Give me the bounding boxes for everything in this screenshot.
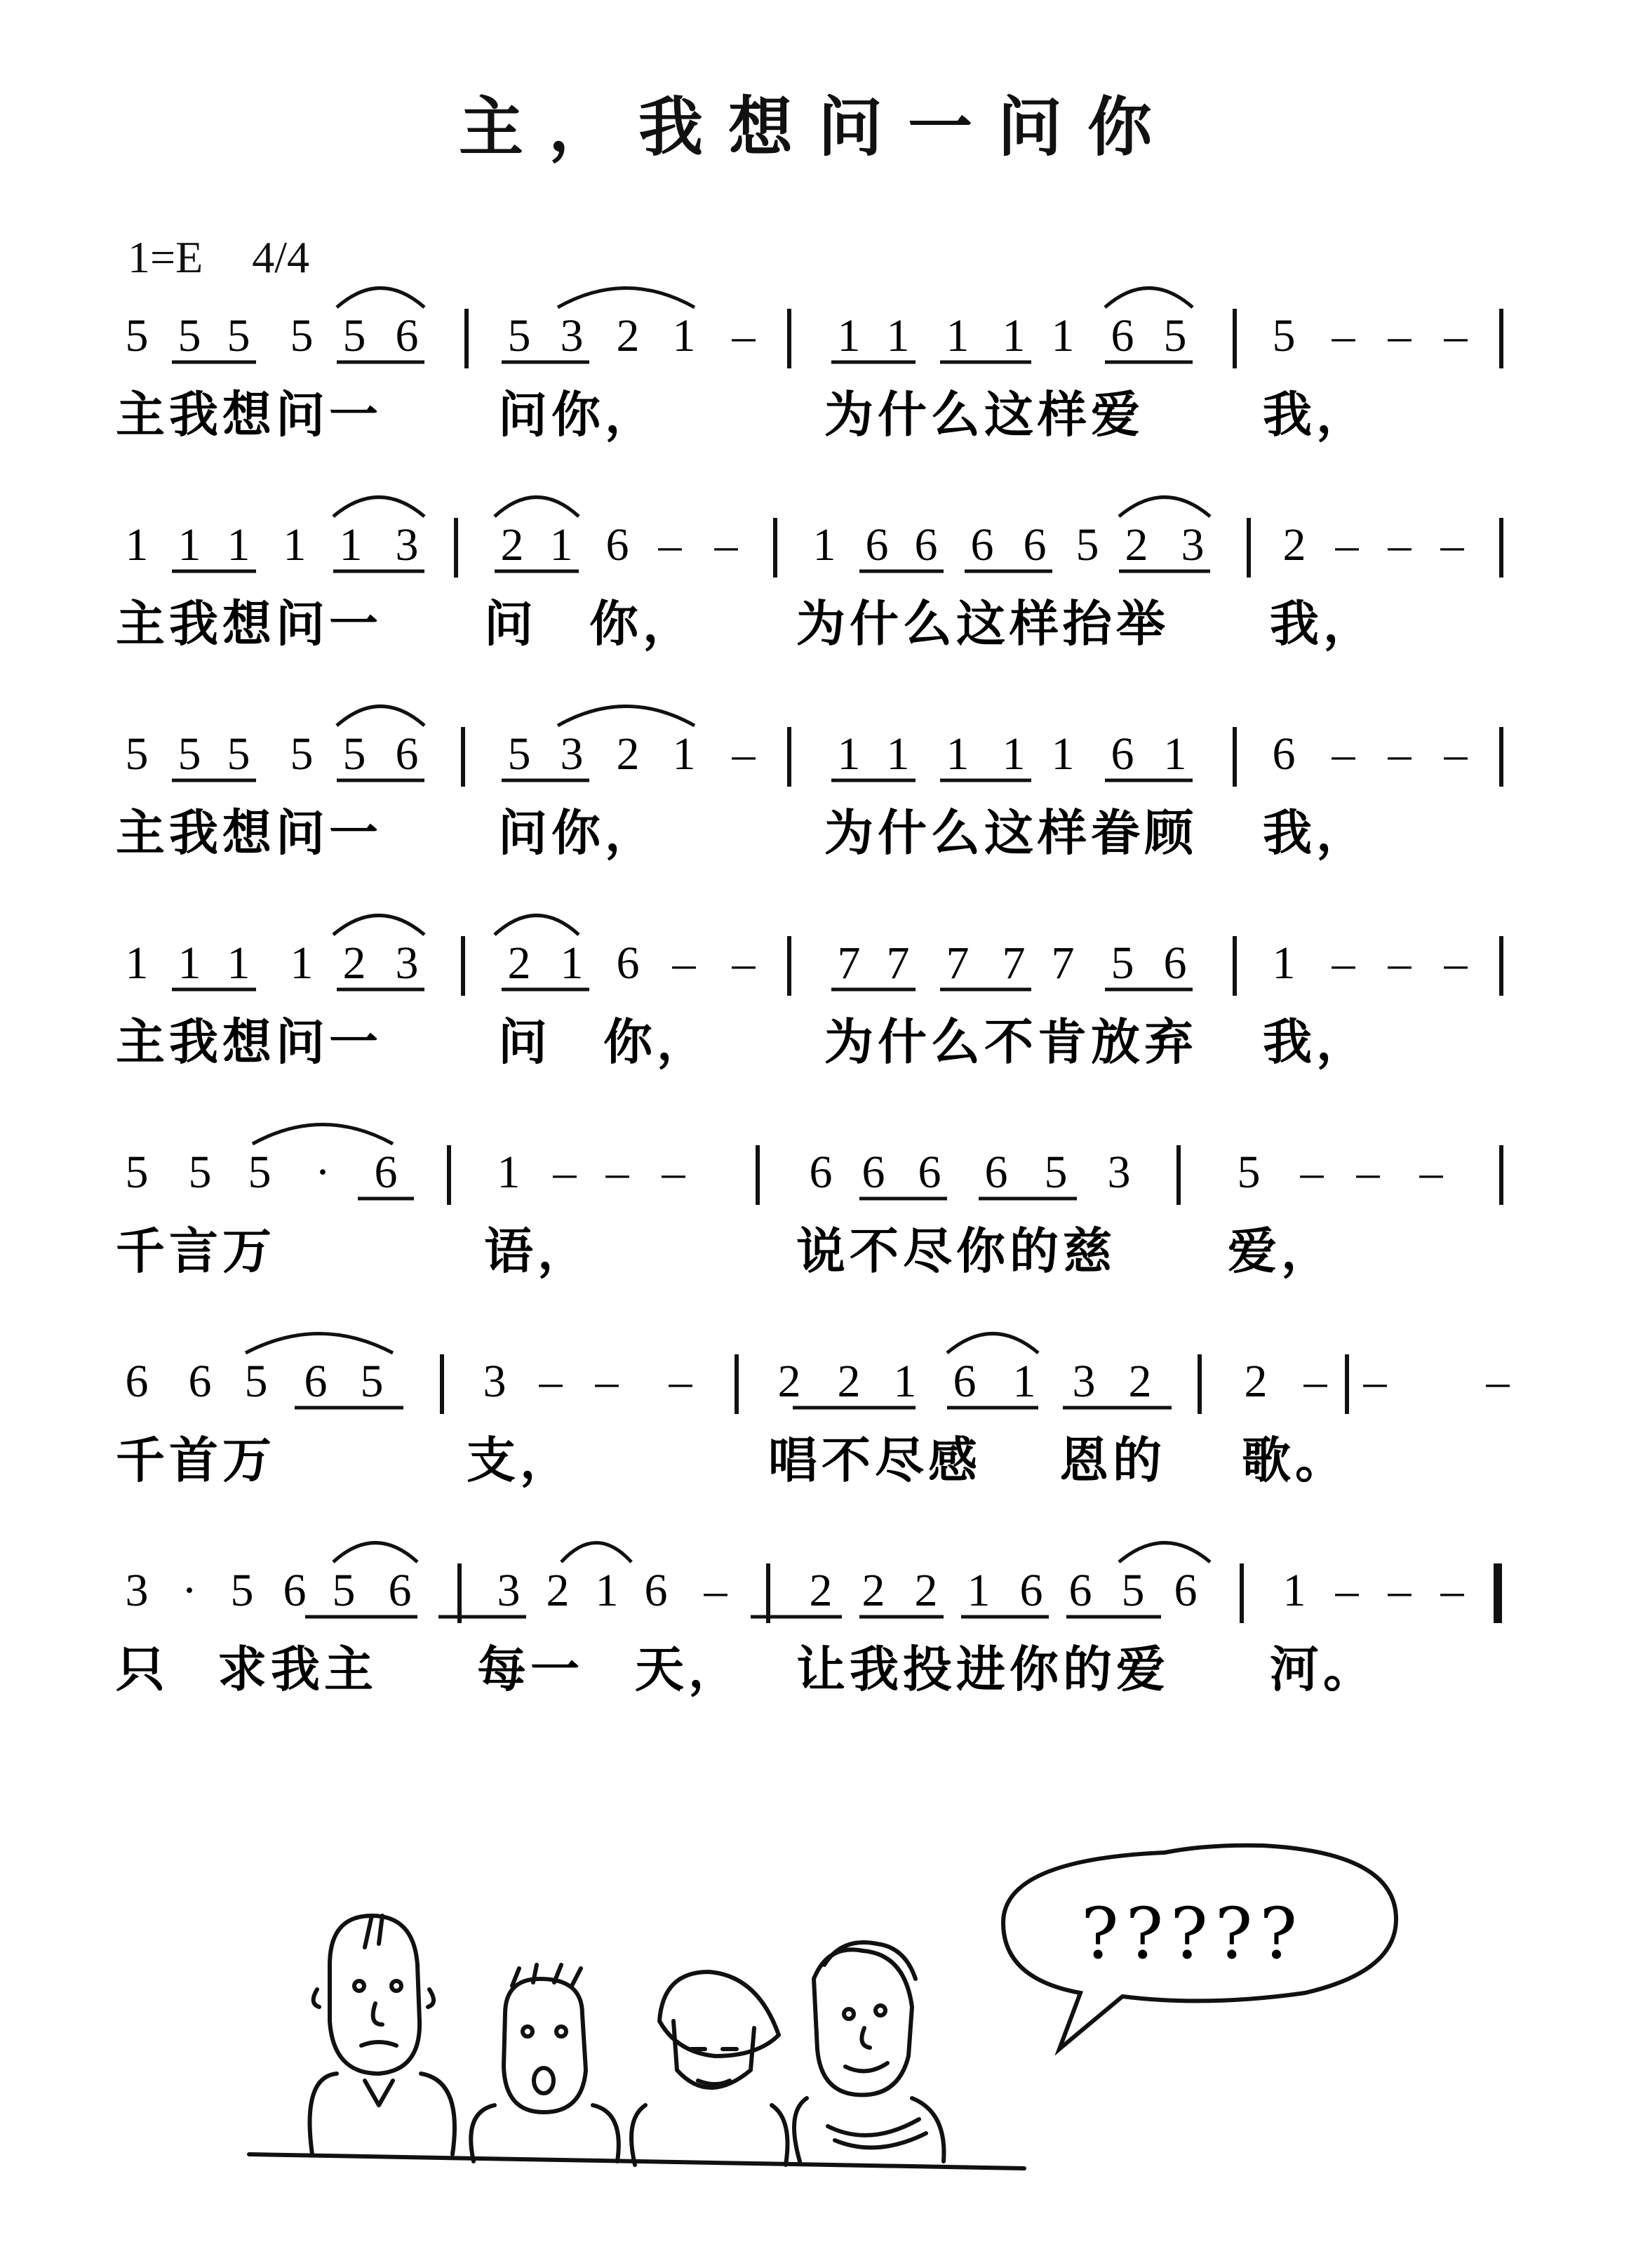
note: 1 xyxy=(1002,728,1026,780)
lyric: 主我想问一 xyxy=(116,804,382,862)
note: 1 xyxy=(893,1356,917,1407)
note: 1 xyxy=(1282,1565,1306,1616)
note: – xyxy=(1332,938,1355,989)
note: 6 xyxy=(914,519,938,571)
note: 5 xyxy=(1237,1147,1261,1198)
note: 2 xyxy=(616,728,640,780)
note: 5 xyxy=(360,1356,384,1407)
note: 1 xyxy=(886,310,910,361)
note: 5 xyxy=(290,310,314,361)
note: 6 xyxy=(865,519,889,571)
note: 2 xyxy=(1244,1356,1268,1407)
note: – xyxy=(1363,1356,1387,1407)
slur xyxy=(1105,288,1193,308)
note: 5 xyxy=(125,1147,149,1198)
note: 1 xyxy=(1163,728,1187,780)
cartoon-people-illustration xyxy=(249,1916,1024,2168)
note: 7 xyxy=(837,938,861,989)
note: 7 xyxy=(946,938,970,989)
note: 5 xyxy=(1044,1147,1068,1198)
note: 6 xyxy=(1272,728,1296,780)
note: 2 xyxy=(500,519,524,571)
note: 1 xyxy=(837,728,861,780)
speech-bubble-text: ????? xyxy=(1080,1893,1305,1975)
note: 5 xyxy=(244,1356,268,1407)
note: 1 xyxy=(283,519,307,571)
note: 1 xyxy=(946,728,970,780)
note: 2 xyxy=(809,1565,833,1616)
note: 2 xyxy=(861,1565,885,1616)
note: 5 xyxy=(507,310,531,361)
lyric: 天， xyxy=(635,1641,742,1698)
note: 6 xyxy=(395,728,419,780)
note: – xyxy=(1356,1147,1380,1198)
note: – xyxy=(1332,728,1355,780)
note: 7 xyxy=(886,938,910,989)
slur xyxy=(1119,1543,1210,1563)
note: 1 xyxy=(1002,310,1026,361)
note: 6 xyxy=(1111,310,1134,361)
note: 3 xyxy=(1072,1356,1096,1407)
note: – xyxy=(732,938,756,989)
lyric: 为什么这样抬举 xyxy=(796,595,1169,653)
note: 6 xyxy=(605,519,629,571)
slur xyxy=(495,916,579,935)
note: – xyxy=(1335,1565,1359,1616)
slur xyxy=(495,498,579,517)
note: 6 xyxy=(1111,728,1134,780)
lyric: 河。 xyxy=(1270,1641,1376,1698)
note: – xyxy=(1388,519,1412,571)
note: 1 xyxy=(177,938,201,989)
lyric: 问你， xyxy=(498,386,658,443)
note: 1 xyxy=(1272,938,1296,989)
note: 3 xyxy=(1107,1147,1131,1198)
lyric: 千言万 xyxy=(116,1222,276,1280)
note: 5 xyxy=(177,728,201,780)
note: 2 xyxy=(342,938,366,989)
note: – xyxy=(1332,310,1355,361)
lyric: 支， xyxy=(467,1432,573,1489)
note: – xyxy=(669,1356,692,1407)
note: – xyxy=(605,1147,629,1198)
slur xyxy=(947,1334,1038,1354)
note: 2 xyxy=(914,1565,938,1616)
lyric: 我， xyxy=(1270,595,1376,653)
note: 1 xyxy=(672,728,696,780)
note: 2 xyxy=(1125,519,1148,571)
lyric: 你， xyxy=(589,595,696,653)
note: 6 xyxy=(1019,1565,1043,1616)
note: – xyxy=(1419,1147,1443,1198)
note: 7 xyxy=(1051,938,1075,989)
note: 6 xyxy=(984,1147,1008,1198)
note: 1 xyxy=(227,938,250,989)
note: 5 xyxy=(342,310,366,361)
note: 2 xyxy=(777,1356,801,1407)
note: 2 xyxy=(616,310,640,361)
note: – xyxy=(1388,1565,1412,1616)
note: – xyxy=(1444,728,1468,780)
note: – xyxy=(1388,938,1412,989)
note: 1 xyxy=(125,938,149,989)
note: – xyxy=(1444,938,1468,989)
note: – xyxy=(672,938,696,989)
note: 3 xyxy=(497,1565,521,1616)
note: 2 xyxy=(1128,1356,1152,1407)
note: – xyxy=(1440,519,1464,571)
note: 6 xyxy=(374,1147,398,1198)
note: 5 xyxy=(230,1565,254,1616)
lyric: 歌。 xyxy=(1242,1432,1348,1489)
note: 5 xyxy=(1075,519,1099,571)
key-label: 1=E xyxy=(128,232,203,282)
lyric: 问 xyxy=(498,1013,551,1071)
note: 1 xyxy=(595,1565,619,1616)
note: – xyxy=(1388,310,1412,361)
note: 1 xyxy=(1051,728,1075,780)
lyric: 为什么这样爱 xyxy=(824,386,1144,443)
lyric: 语， xyxy=(484,1222,591,1280)
note: 1 xyxy=(339,519,363,571)
lyric: 唱不尽感 xyxy=(768,1432,981,1489)
note: 5 xyxy=(248,1147,271,1198)
note: 3 xyxy=(483,1356,507,1407)
note: 5 xyxy=(227,728,250,780)
slur xyxy=(333,498,424,517)
note: – xyxy=(1444,310,1468,361)
note: 6 xyxy=(809,1147,833,1198)
lyric: 恩的 xyxy=(1059,1432,1166,1489)
note: 6 xyxy=(918,1147,941,1198)
note: 6 xyxy=(1023,519,1047,571)
note: 3 xyxy=(560,728,584,780)
note: 6 xyxy=(395,310,419,361)
note: 6 xyxy=(970,519,994,571)
lyric: 我， xyxy=(1263,804,1369,862)
lyric: 问 xyxy=(484,595,537,653)
slur xyxy=(246,1334,393,1354)
slur xyxy=(333,916,424,935)
note: · xyxy=(315,1147,330,1198)
note: – xyxy=(1486,1356,1510,1407)
note: 5 xyxy=(332,1565,356,1616)
lyric: 只 xyxy=(116,1641,169,1698)
note: – xyxy=(595,1356,619,1407)
note: 1 xyxy=(1012,1356,1036,1407)
note: 1 xyxy=(227,519,250,571)
note: 1 xyxy=(1051,310,1075,361)
note: 5 xyxy=(1111,938,1134,989)
note: 3 xyxy=(125,1565,149,1616)
lyric: 让我投进你的爱 xyxy=(796,1641,1169,1698)
lyric: 主我想问一 xyxy=(116,595,382,653)
lyric: 我， xyxy=(1263,1013,1369,1071)
note: 5 xyxy=(1163,310,1187,361)
note: 1 xyxy=(967,1565,991,1616)
note: 2 xyxy=(507,938,531,989)
note: 6 xyxy=(953,1356,977,1407)
song-title: 主，我想问一问你 xyxy=(458,90,1177,165)
lyric: 问你， xyxy=(498,804,658,862)
note: 3 xyxy=(395,938,419,989)
note: – xyxy=(704,1565,728,1616)
note: 2 xyxy=(546,1565,570,1616)
note: 6 xyxy=(861,1147,885,1198)
note: 1 xyxy=(125,519,149,571)
note: – xyxy=(732,728,756,780)
note: – xyxy=(1440,1565,1464,1616)
note: 5 xyxy=(507,728,531,780)
note: 3 xyxy=(1181,519,1205,571)
note: 1 xyxy=(812,519,836,571)
note: 1 xyxy=(672,310,696,361)
note: 5 xyxy=(290,728,314,780)
note: 5 xyxy=(1272,310,1296,361)
note: 6 xyxy=(1163,938,1187,989)
note: 1 xyxy=(837,310,861,361)
slur xyxy=(337,707,424,726)
lyric: 每一 xyxy=(477,1641,584,1698)
lyric: 爱， xyxy=(1228,1222,1334,1280)
note: 6 xyxy=(388,1565,412,1616)
slur xyxy=(561,1543,631,1563)
lyric: 求我主 xyxy=(217,1641,377,1698)
lyric: 说不尽你的慈 xyxy=(796,1222,1116,1280)
note: 5 xyxy=(125,728,149,780)
note: 6 xyxy=(644,1565,668,1616)
note: 3 xyxy=(395,519,419,571)
note: – xyxy=(1388,728,1412,780)
note: 6 xyxy=(188,1356,212,1407)
note: 5 xyxy=(227,310,250,361)
note: 6 xyxy=(125,1356,149,1407)
note: 6 xyxy=(1174,1565,1198,1616)
note: 1 xyxy=(946,310,970,361)
time-signature: 4/4 xyxy=(252,232,309,282)
note: – xyxy=(714,519,738,571)
slur xyxy=(253,1125,393,1145)
lyric: 为什么这样眷顾 xyxy=(824,804,1198,862)
note: 6 xyxy=(616,938,640,989)
note: – xyxy=(539,1356,563,1407)
note: – xyxy=(662,1147,685,1198)
note: 6 xyxy=(304,1356,328,1407)
slur xyxy=(333,1543,417,1563)
note: – xyxy=(1303,1356,1327,1407)
note: 5 xyxy=(125,310,149,361)
note: 6 xyxy=(283,1565,307,1616)
note: 1 xyxy=(290,938,314,989)
slur xyxy=(337,288,424,308)
note: 2 xyxy=(837,1356,861,1407)
note: – xyxy=(658,519,682,571)
lyric: 主我想问一 xyxy=(116,1013,382,1071)
note: – xyxy=(553,1147,577,1198)
lyric: 我， xyxy=(1263,386,1369,443)
slur xyxy=(1119,498,1210,517)
lyric: 主我想问一 xyxy=(116,386,382,443)
slur xyxy=(558,288,695,308)
note: 5 xyxy=(177,310,201,361)
note: – xyxy=(1300,1147,1324,1198)
note: – xyxy=(1335,519,1359,571)
note: · xyxy=(182,1565,197,1616)
note: 6 xyxy=(1068,1565,1092,1616)
note: 1 xyxy=(177,519,201,571)
slur xyxy=(558,707,695,726)
note: 5 xyxy=(188,1147,212,1198)
note: 7 xyxy=(1002,938,1026,989)
lyric: 为什么不肯放弃 xyxy=(824,1013,1198,1071)
note: 1 xyxy=(886,728,910,780)
lyric: 你， xyxy=(603,1013,710,1071)
lyric: 千首万 xyxy=(116,1432,276,1489)
note: – xyxy=(732,310,756,361)
note: 1 xyxy=(497,1147,521,1198)
note: 3 xyxy=(560,310,584,361)
note: 1 xyxy=(549,519,573,571)
note: 5 xyxy=(1121,1565,1145,1616)
note: 1 xyxy=(560,938,584,989)
note: 5 xyxy=(342,728,366,780)
note: 2 xyxy=(1282,519,1306,571)
